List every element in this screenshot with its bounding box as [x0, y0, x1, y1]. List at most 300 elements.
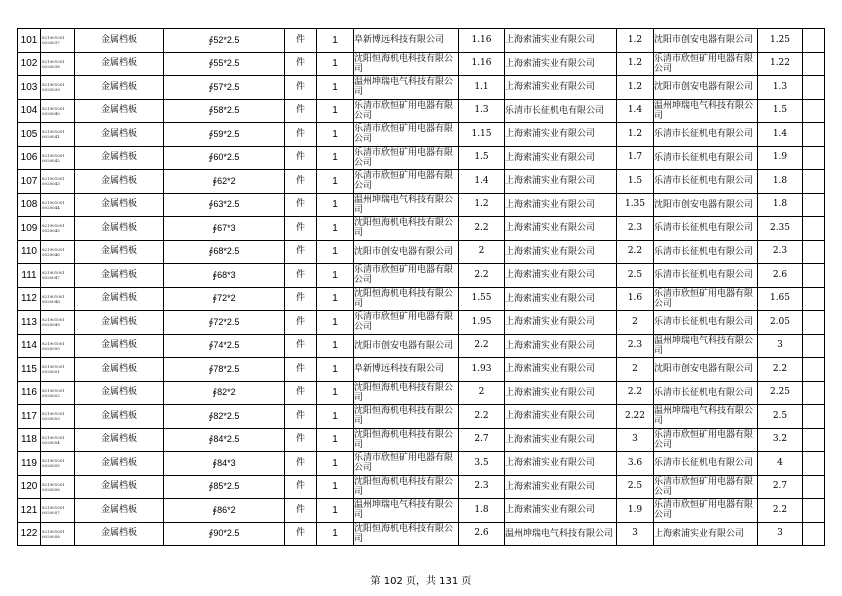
quantity-cell: 1 [317, 405, 354, 429]
quantity-cell: 1 [317, 381, 354, 405]
row-index-cell: 116 [18, 381, 41, 405]
empty-cell [803, 405, 825, 429]
unit-cell: 件 [285, 264, 317, 288]
supplier-2-cell: 上海索浦实业有限公司 [505, 358, 617, 382]
table-row [18, 170, 825, 194]
price-3-cell: 3 [758, 522, 803, 546]
table-row [18, 311, 825, 335]
price-1-cell: 2.6 [459, 522, 505, 546]
unit-cell: 件 [285, 217, 317, 241]
item-name-cell: 金属档板 [75, 146, 164, 170]
supplier-2-cell: 上海索浦实业有限公司 [505, 240, 617, 264]
price-3-cell: 2.35 [758, 217, 803, 241]
empty-cell [803, 217, 825, 241]
table-row [18, 146, 825, 170]
supplier-1-cell: 沈阳恒海机电科技有限公司 [354, 381, 459, 405]
price-2-cell: 1.35 [617, 193, 654, 217]
item-spec-cell: ∮67*3 [164, 217, 285, 241]
item-name-cell: 金属档板 [75, 76, 164, 100]
item-name-cell: 金属档板 [75, 52, 164, 76]
empty-cell [803, 334, 825, 358]
empty-cell [803, 146, 825, 170]
item-name-cell: 金属档板 [75, 217, 164, 241]
item-code-cell: 821901001 0020042 [41, 146, 75, 170]
quantity-cell: 1 [317, 287, 354, 311]
item-code-cell: 821901001 0020043 [41, 170, 75, 194]
supplier-3-cell: 沈阳市创安电器有限公司 [654, 193, 758, 217]
quantity-cell: 1 [317, 475, 354, 499]
supplier-3-cell: 乐清市欣恒矿用电器有限公司 [654, 475, 758, 499]
unit-cell: 件 [285, 358, 317, 382]
unit-cell: 件 [285, 381, 317, 405]
row-index-cell: 106 [18, 146, 41, 170]
empty-cell [803, 381, 825, 405]
price-1-cell: 1.4 [459, 170, 505, 194]
row-index-cell: 103 [18, 76, 41, 100]
supplier-2-cell: 上海索浦实业有限公司 [505, 217, 617, 241]
price-1-cell: 1.16 [459, 52, 505, 76]
item-name-cell: 金属档板 [75, 522, 164, 546]
supplier-2-cell: 乐清市长征机电有限公司 [505, 99, 617, 123]
price-1-cell: 1.8 [459, 499, 505, 523]
quantity-cell: 1 [317, 170, 354, 194]
item-code-cell: 821901001 0020058 [41, 522, 75, 546]
item-name-cell: 金属档板 [75, 311, 164, 335]
price-2-cell: 1.2 [617, 29, 654, 53]
unit-cell: 件 [285, 52, 317, 76]
item-code-cell: 821901001 0020055 [41, 452, 75, 476]
row-index-cell: 113 [18, 311, 41, 335]
price-2-cell: 2.3 [617, 217, 654, 241]
price-3-cell: 1.5 [758, 99, 803, 123]
item-code-cell: 821901001 0020037 [41, 29, 75, 53]
item-name-cell: 金属档板 [75, 499, 164, 523]
price-1-cell: 1.3 [459, 99, 505, 123]
price-3-cell: 3.2 [758, 428, 803, 452]
item-name-cell: 金属档板 [75, 452, 164, 476]
supplier-1-cell: 乐清市欣恒矿用电器有限公司 [354, 452, 459, 476]
empty-cell [803, 358, 825, 382]
empty-cell [803, 99, 825, 123]
price-2-cell: 1.6 [617, 287, 654, 311]
quantity-cell: 1 [317, 334, 354, 358]
unit-cell: 件 [285, 428, 317, 452]
item-name-cell: 金属档板 [75, 240, 164, 264]
quantity-cell: 1 [317, 146, 354, 170]
item-spec-cell: ∮58*2.5 [164, 99, 285, 123]
row-index-cell: 121 [18, 499, 41, 523]
unit-cell: 件 [285, 311, 317, 335]
quantity-cell: 1 [317, 522, 354, 546]
item-code-cell: 821901001 0020051 [41, 358, 75, 382]
supplier-2-cell: 上海索浦实业有限公司 [505, 29, 617, 53]
item-spec-cell: ∮55*2.5 [164, 52, 285, 76]
price-2-cell: 2.3 [617, 334, 654, 358]
item-name-cell: 金属档板 [75, 287, 164, 311]
item-spec-cell: ∮82*2 [164, 381, 285, 405]
supplier-1-cell: 温州坤瑞电气科技有限公司 [354, 76, 459, 100]
quantity-cell: 1 [317, 217, 354, 241]
price-2-cell: 1.5 [617, 170, 654, 194]
table-row [18, 52, 825, 76]
supplier-2-cell: 上海索浦实业有限公司 [505, 499, 617, 523]
item-name-cell: 金属档板 [75, 381, 164, 405]
price-3-cell: 2.2 [758, 499, 803, 523]
item-name-cell: 金属档板 [75, 405, 164, 429]
supplier-3-cell: 乐清市长征机电有限公司 [654, 217, 758, 241]
item-code-cell: 821901001 0020050 [41, 334, 75, 358]
unit-cell: 件 [285, 334, 317, 358]
empty-cell [803, 76, 825, 100]
quantity-cell: 1 [317, 123, 354, 147]
table-row [18, 99, 825, 123]
item-name-cell: 金属档板 [75, 264, 164, 288]
empty-cell [803, 29, 825, 53]
price-1-cell: 2 [459, 381, 505, 405]
row-index-cell: 118 [18, 428, 41, 452]
item-code-cell: 821901001 0020046 [41, 240, 75, 264]
supplier-1-cell: 沈阳恒海机电科技有限公司 [354, 287, 459, 311]
price-3-cell: 1.9 [758, 146, 803, 170]
row-index-cell: 105 [18, 123, 41, 147]
unit-cell: 件 [285, 29, 317, 53]
price-3-cell: 1.8 [758, 170, 803, 194]
price-comparison-table [17, 28, 825, 546]
quantity-cell: 1 [317, 428, 354, 452]
empty-cell [803, 475, 825, 499]
price-2-cell: 2.2 [617, 240, 654, 264]
supplier-3-cell: 乐清市长征机电有限公司 [654, 264, 758, 288]
table-row [18, 358, 825, 382]
item-spec-cell: ∮82*2.5 [164, 405, 285, 429]
supplier-2-cell: 上海索浦实业有限公司 [505, 170, 617, 194]
empty-cell [803, 499, 825, 523]
price-3-cell: 2.3 [758, 240, 803, 264]
supplier-2-cell: 上海索浦实业有限公司 [505, 76, 617, 100]
table-row [18, 29, 825, 53]
price-3-cell: 2.6 [758, 264, 803, 288]
supplier-1-cell: 乐清市欣恒矿用电器有限公司 [354, 264, 459, 288]
table-row [18, 405, 825, 429]
price-2-cell: 1.2 [617, 76, 654, 100]
price-1-cell: 2.7 [459, 428, 505, 452]
supplier-1-cell: 沈阳市创安电器有限公司 [354, 334, 459, 358]
price-1-cell: 1.16 [459, 29, 505, 53]
price-2-cell: 1.7 [617, 146, 654, 170]
table-row [18, 475, 825, 499]
price-3-cell: 1.25 [758, 29, 803, 53]
quantity-cell: 1 [317, 52, 354, 76]
table-row [18, 452, 825, 476]
supplier-2-cell: 上海索浦实业有限公司 [505, 52, 617, 76]
supplier-1-cell: 乐清市欣恒矿用电器有限公司 [354, 146, 459, 170]
table-row [18, 334, 825, 358]
quantity-cell: 1 [317, 499, 354, 523]
price-2-cell: 1.9 [617, 499, 654, 523]
supplier-2-cell: 上海索浦实业有限公司 [505, 264, 617, 288]
supplier-2-cell: 上海索浦实业有限公司 [505, 311, 617, 335]
empty-cell [803, 264, 825, 288]
empty-cell [803, 452, 825, 476]
price-1-cell: 2.2 [459, 405, 505, 429]
supplier-2-cell: 温州坤瑞电气科技有限公司 [505, 522, 617, 546]
supplier-2-cell: 上海索浦实业有限公司 [505, 146, 617, 170]
unit-cell: 件 [285, 405, 317, 429]
unit-cell: 件 [285, 146, 317, 170]
supplier-3-cell: 沈阳市创安电器有限公司 [654, 29, 758, 53]
price-3-cell: 2.2 [758, 358, 803, 382]
table-body [18, 29, 825, 546]
row-index-cell: 119 [18, 452, 41, 476]
row-index-cell: 101 [18, 29, 41, 53]
price-3-cell: 1.65 [758, 287, 803, 311]
price-3-cell: 3 [758, 334, 803, 358]
price-2-cell: 3 [617, 428, 654, 452]
price-3-cell: 2.7 [758, 475, 803, 499]
supplier-1-cell: 沈阳恒海机电科技有限公司 [354, 475, 459, 499]
table-row [18, 193, 825, 217]
price-1-cell: 2.3 [459, 475, 505, 499]
quantity-cell: 1 [317, 193, 354, 217]
item-spec-cell: ∮84*2.5 [164, 428, 285, 452]
item-name-cell: 金属档板 [75, 475, 164, 499]
empty-cell [803, 170, 825, 194]
item-spec-cell: ∮60*2.5 [164, 146, 285, 170]
price-3-cell: 2.05 [758, 311, 803, 335]
supplier-3-cell: 沈阳市创安电器有限公司 [654, 76, 758, 100]
supplier-1-cell: 沈阳恒海机电科技有限公司 [354, 428, 459, 452]
supplier-1-cell: 温州坤瑞电气科技有限公司 [354, 193, 459, 217]
table-row [18, 264, 825, 288]
item-code-cell: 821901001 0020052 [41, 381, 75, 405]
price-1-cell: 1.55 [459, 287, 505, 311]
supplier-3-cell: 乐清市长征机电有限公司 [654, 381, 758, 405]
item-spec-cell: ∮62*2 [164, 170, 285, 194]
price-1-cell: 2.2 [459, 217, 505, 241]
table-row [18, 499, 825, 523]
supplier-2-cell: 上海索浦实业有限公司 [505, 193, 617, 217]
supplier-2-cell: 上海索浦实业有限公司 [505, 452, 617, 476]
table-row [18, 428, 825, 452]
empty-cell [803, 522, 825, 546]
item-name-cell: 金属档板 [75, 123, 164, 147]
supplier-1-cell: 乐清市欣恒矿用电器有限公司 [354, 170, 459, 194]
item-code-cell: 821901001 0020054 [41, 428, 75, 452]
unit-cell: 件 [285, 452, 317, 476]
empty-cell [803, 428, 825, 452]
empty-cell [803, 287, 825, 311]
item-code-cell: 821901001 0020057 [41, 499, 75, 523]
row-index-cell: 111 [18, 264, 41, 288]
price-1-cell: 1.93 [459, 358, 505, 382]
supplier-3-cell: 温州坤瑞电气科技有限公司 [654, 405, 758, 429]
supplier-2-cell: 上海索浦实业有限公司 [505, 428, 617, 452]
table-row [18, 240, 825, 264]
table-row [18, 76, 825, 100]
item-code-cell: 821901001 0020053 [41, 405, 75, 429]
item-code-cell: 821901001 0020041 [41, 123, 75, 147]
supplier-3-cell: 温州坤瑞电气科技有限公司 [654, 99, 758, 123]
item-name-cell: 金属档板 [75, 334, 164, 358]
price-2-cell: 2.2 [617, 381, 654, 405]
item-code-cell: 821901001 0020056 [41, 475, 75, 499]
table-row [18, 522, 825, 546]
supplier-3-cell: 上海索浦实业有限公司 [654, 522, 758, 546]
supplier-2-cell: 上海索浦实业有限公司 [505, 123, 617, 147]
item-code-cell: 821901001 0020045 [41, 217, 75, 241]
row-index-cell: 107 [18, 170, 41, 194]
price-2-cell: 2 [617, 311, 654, 335]
row-index-cell: 104 [18, 99, 41, 123]
supplier-3-cell: 乐清市长征机电有限公司 [654, 311, 758, 335]
supplier-1-cell: 沈阳恒海机电科技有限公司 [354, 52, 459, 76]
quantity-cell: 1 [317, 264, 354, 288]
price-2-cell: 1.2 [617, 123, 654, 147]
price-1-cell: 2.2 [459, 264, 505, 288]
table-row [18, 287, 825, 311]
quantity-cell: 1 [317, 240, 354, 264]
supplier-1-cell: 沈阳恒海机电科技有限公司 [354, 522, 459, 546]
supplier-3-cell: 乐清市长征机电有限公司 [654, 146, 758, 170]
price-3-cell: 4 [758, 452, 803, 476]
table-row [18, 217, 825, 241]
row-index-cell: 102 [18, 52, 41, 76]
price-2-cell: 2.22 [617, 405, 654, 429]
price-1-cell: 1.1 [459, 76, 505, 100]
item-name-cell: 金属档板 [75, 99, 164, 123]
supplier-2-cell: 上海索浦实业有限公司 [505, 475, 617, 499]
row-index-cell: 122 [18, 522, 41, 546]
supplier-2-cell: 上海索浦实业有限公司 [505, 287, 617, 311]
supplier-3-cell: 乐清市长征机电有限公司 [654, 123, 758, 147]
item-spec-cell: ∮57*2.5 [164, 76, 285, 100]
empty-cell [803, 52, 825, 76]
supplier-3-cell: 乐清市欣恒矿用电器有限公司 [654, 428, 758, 452]
unit-cell: 件 [285, 193, 317, 217]
unit-cell: 件 [285, 240, 317, 264]
item-spec-cell: ∮59*2.5 [164, 123, 285, 147]
item-code-cell: 821901001 0020047 [41, 264, 75, 288]
item-name-cell: 金属档板 [75, 428, 164, 452]
supplier-1-cell: 温州坤瑞电气科技有限公司 [354, 499, 459, 523]
price-2-cell: 2 [617, 358, 654, 382]
item-spec-cell: ∮68*2.5 [164, 240, 285, 264]
supplier-3-cell: 温州坤瑞电气科技有限公司 [654, 334, 758, 358]
supplier-3-cell: 乐清市欣恒矿用电器有限公司 [654, 499, 758, 523]
empty-cell [803, 240, 825, 264]
empty-cell [803, 193, 825, 217]
supplier-1-cell: 乐清市欣恒矿用电器有限公司 [354, 311, 459, 335]
row-index-cell: 109 [18, 217, 41, 241]
unit-cell: 件 [285, 123, 317, 147]
price-1-cell: 2 [459, 240, 505, 264]
item-name-cell: 金属档板 [75, 29, 164, 53]
quantity-cell: 1 [317, 358, 354, 382]
row-index-cell: 114 [18, 334, 41, 358]
item-spec-cell: ∮72*2.5 [164, 311, 285, 335]
quantity-cell: 1 [317, 311, 354, 335]
supplier-1-cell: 沈阳恒海机电科技有限公司 [354, 217, 459, 241]
item-name-cell: 金属档板 [75, 358, 164, 382]
supplier-3-cell: 沈阳市创安电器有限公司 [654, 358, 758, 382]
row-index-cell: 115 [18, 358, 41, 382]
supplier-3-cell: 乐清市欣恒矿用电器有限公司 [654, 52, 758, 76]
supplier-1-cell: 乐清市欣恒矿用电器有限公司 [354, 123, 459, 147]
supplier-1-cell: 沈阳市创安电器有限公司 [354, 240, 459, 264]
supplier-1-cell: 阜新博远科技有限公司 [354, 358, 459, 382]
supplier-2-cell: 上海索浦实业有限公司 [505, 405, 617, 429]
quantity-cell: 1 [317, 452, 354, 476]
unit-cell: 件 [285, 287, 317, 311]
item-code-cell: 821901001 0020049 [41, 311, 75, 335]
unit-cell: 件 [285, 99, 317, 123]
table-row [18, 381, 825, 405]
supplier-3-cell: 乐清市欣恒矿用电器有限公司 [654, 287, 758, 311]
price-2-cell: 3.6 [617, 452, 654, 476]
price-3-cell: 2.25 [758, 381, 803, 405]
price-2-cell: 1.4 [617, 99, 654, 123]
item-code-cell: 821901001 0020044 [41, 193, 75, 217]
price-1-cell: 1.95 [459, 311, 505, 335]
row-index-cell: 117 [18, 405, 41, 429]
price-1-cell: 1.5 [459, 146, 505, 170]
item-spec-cell: ∮68*3 [164, 264, 285, 288]
table-row [18, 123, 825, 147]
item-code-cell: 821901001 0020039 [41, 76, 75, 100]
supplier-2-cell: 上海索浦实业有限公司 [505, 381, 617, 405]
item-name-cell: 金属档板 [75, 170, 164, 194]
item-code-cell: 821901001 0020038 [41, 52, 75, 76]
unit-cell: 件 [285, 499, 317, 523]
price-2-cell: 3 [617, 522, 654, 546]
unit-cell: 件 [285, 170, 317, 194]
price-1-cell: 2.2 [459, 334, 505, 358]
supplier-1-cell: 乐清市欣恒矿用电器有限公司 [354, 99, 459, 123]
price-1-cell: 1.2 [459, 193, 505, 217]
item-spec-cell: ∮63*2.5 [164, 193, 285, 217]
supplier-3-cell: 乐清市长征机电有限公司 [654, 240, 758, 264]
supplier-1-cell: 沈阳恒海机电科技有限公司 [354, 405, 459, 429]
item-spec-cell: ∮74*2.5 [164, 334, 285, 358]
item-name-cell: 金属档板 [75, 193, 164, 217]
row-index-cell: 110 [18, 240, 41, 264]
price-1-cell: 1.15 [459, 123, 505, 147]
item-spec-cell: ∮90*2.5 [164, 522, 285, 546]
price-3-cell: 1.4 [758, 123, 803, 147]
unit-cell: 件 [285, 522, 317, 546]
supplier-3-cell: 乐清市长征机电有限公司 [654, 452, 758, 476]
quantity-cell: 1 [317, 29, 354, 53]
unit-cell: 件 [285, 76, 317, 100]
price-2-cell: 1.2 [617, 52, 654, 76]
price-2-cell: 2.5 [617, 264, 654, 288]
item-spec-cell: ∮72*2 [164, 287, 285, 311]
item-spec-cell: ∮84*3 [164, 452, 285, 476]
supplier-3-cell: 乐清市长征机电有限公司 [654, 170, 758, 194]
price-3-cell: 1.8 [758, 193, 803, 217]
item-spec-cell: ∮85*2.5 [164, 475, 285, 499]
price-2-cell: 2.5 [617, 475, 654, 499]
unit-cell: 件 [285, 475, 317, 499]
row-index-cell: 108 [18, 193, 41, 217]
item-spec-cell: ∮86*2 [164, 499, 285, 523]
item-spec-cell: ∮52*2.5 [164, 29, 285, 53]
supplier-2-cell: 上海索浦实业有限公司 [505, 334, 617, 358]
supplier-1-cell: 阜新博远科技有限公司 [354, 29, 459, 53]
item-code-cell: 821901001 0020040 [41, 99, 75, 123]
price-3-cell: 1.3 [758, 76, 803, 100]
row-index-cell: 120 [18, 475, 41, 499]
